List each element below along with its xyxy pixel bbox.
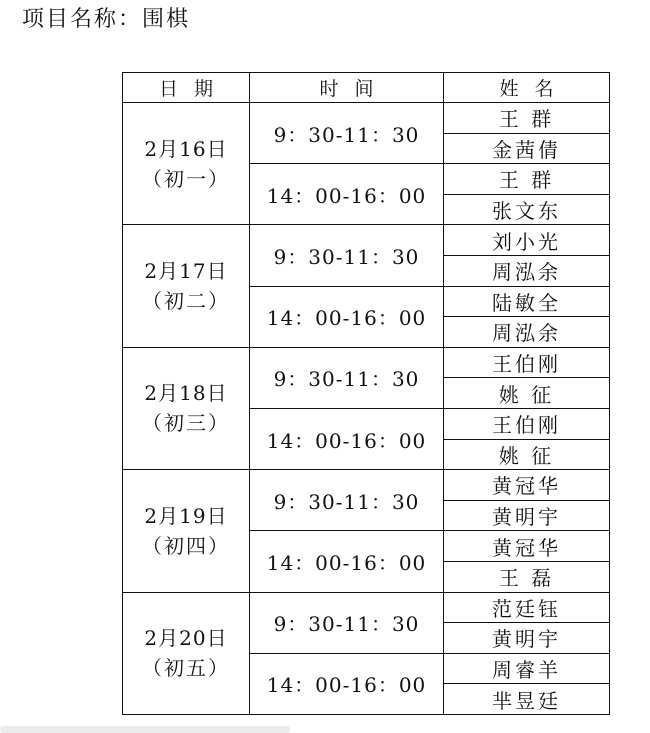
table-row <box>123 592 610 623</box>
table-row <box>123 225 610 256</box>
player-name: 姚 征 <box>444 439 610 470</box>
player-name: 范廷钰 <box>444 592 610 623</box>
player-name: 王伯刚 <box>444 347 610 378</box>
time-cell: 9：30-11：30 <box>250 225 444 286</box>
header-name: 姓名 <box>444 73 610 103</box>
schedule-table <box>122 72 610 715</box>
solar-date: 2月17日 <box>144 259 228 284</box>
table-row <box>123 470 610 501</box>
header-date: 日期 <box>123 73 250 103</box>
lunar-date: （初一） <box>142 166 230 191</box>
player-name: 王 群 <box>444 164 610 195</box>
player-name: 王伯刚 <box>444 408 610 439</box>
table-row <box>123 103 610 134</box>
lunar-date: （初三） <box>142 411 230 436</box>
solar-date: 2月19日 <box>144 503 228 528</box>
player-name: 刘小光 <box>444 225 610 256</box>
player-name: 姚 征 <box>444 378 610 409</box>
time-cell: 9：30-11：30 <box>250 347 444 408</box>
table-row <box>123 347 610 378</box>
player-name: 周泓余 <box>444 255 610 286</box>
header-row <box>123 73 610 103</box>
lunar-date: （初四） <box>142 533 230 558</box>
player-name: 周睿羊 <box>444 653 610 684</box>
player-name: 王 群 <box>444 103 610 134</box>
player-name: 黄明宇 <box>444 500 610 531</box>
solar-date: 2月20日 <box>144 626 228 651</box>
time-cell: 9：30-11：30 <box>250 592 444 653</box>
player-name: 王 磊 <box>444 561 610 592</box>
header-time: 时间 <box>250 73 444 103</box>
lunar-date: （初五） <box>142 656 230 681</box>
date-cell <box>123 225 250 347</box>
time-cell: 14：00-16：00 <box>250 164 444 225</box>
date-cell <box>123 103 250 225</box>
date-cell <box>123 592 250 714</box>
date-cell <box>123 470 250 592</box>
horizontal-scrollbar[interactable] <box>0 726 290 733</box>
lunar-date: （初二） <box>142 289 230 314</box>
time-cell: 14：00-16：00 <box>250 531 444 592</box>
project-title: 项目名称：围棋 <box>22 7 191 32</box>
player-name: 张文东 <box>444 194 610 225</box>
time-cell: 14：00-16：00 <box>250 408 444 469</box>
player-name: 黄明宇 <box>444 623 610 654</box>
player-name: 黄冠华 <box>444 531 610 562</box>
player-name: 金茜倩 <box>444 133 610 164</box>
player-name: 黄冠华 <box>444 470 610 501</box>
time-cell: 9：30-11：30 <box>250 103 444 164</box>
date-cell <box>123 347 250 469</box>
time-cell: 14：00-16：00 <box>250 653 444 714</box>
player-name: 芈昱廷 <box>444 684 610 715</box>
time-cell: 14：00-16：00 <box>250 286 444 347</box>
player-name: 周泓余 <box>444 317 610 348</box>
time-cell: 9：30-11：30 <box>250 470 444 531</box>
solar-date: 2月18日 <box>144 381 228 406</box>
solar-date: 2月16日 <box>144 136 228 161</box>
player-name: 陆敏全 <box>444 286 610 317</box>
